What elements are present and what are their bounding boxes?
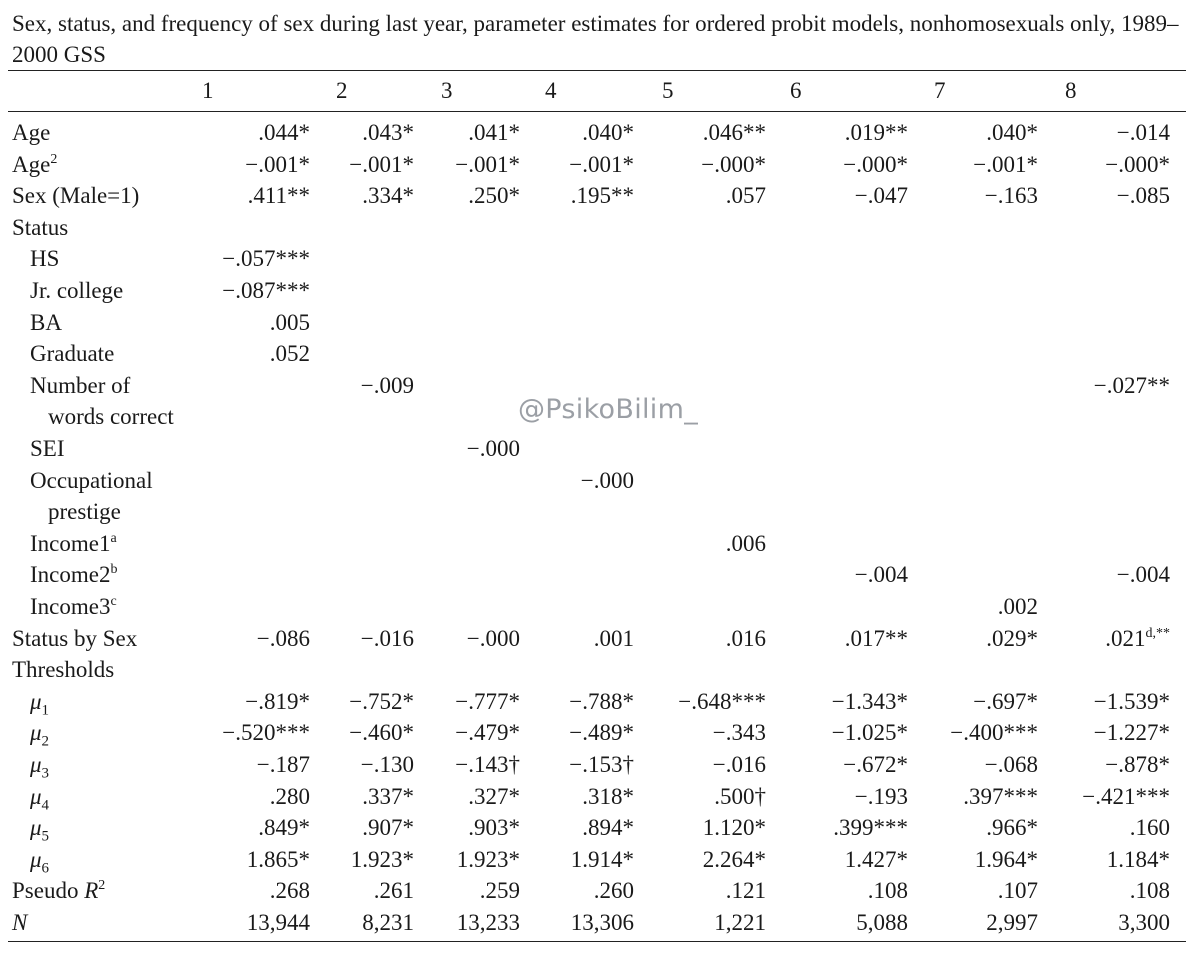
table-cell: .002: [997, 594, 1038, 619]
table-cell: 2,997: [986, 910, 1038, 935]
row-label: SEI: [30, 436, 65, 461]
table-cell: .121: [725, 878, 766, 904]
table-cell: −.648***: [678, 688, 766, 714]
table-cell: .907*: [362, 815, 414, 841]
table-cell: −.819*: [245, 688, 310, 714]
table-cell: .250*: [468, 183, 520, 209]
column-header-2: 2: [336, 78, 348, 103]
table-cell: .260: [593, 878, 634, 904]
table-cell: −1.025*: [831, 720, 908, 746]
table-cell: .041*: [468, 120, 520, 145]
table-cell: .259: [479, 878, 520, 904]
table-cell: .043*: [362, 120, 414, 145]
table-cell: .052: [269, 341, 310, 367]
table-cell: −.479*: [455, 720, 520, 746]
table-cell: −.004: [1116, 562, 1170, 588]
table-cell: .327*: [468, 783, 520, 809]
table-cell: −1.539*: [1093, 688, 1170, 714]
table-cell: −.672*: [843, 752, 908, 777]
table-cell: −.086: [256, 625, 310, 651]
table-cell: .280: [269, 783, 310, 809]
table-cell: 1.427*: [844, 846, 908, 872]
table-cell: .399***: [833, 815, 908, 841]
row-label: Income3$^c$: [30, 594, 117, 619]
table-cell: .397***: [963, 783, 1038, 809]
table-cell: −.343: [712, 720, 766, 746]
table-cell: .029*: [986, 625, 1038, 651]
table-cell: −.460*: [349, 720, 414, 746]
column-header-1: 1: [202, 78, 214, 103]
table-cell: .107: [997, 878, 1038, 904]
row-label: Jr. college: [30, 278, 124, 303]
table-cell: −.087***: [222, 278, 310, 303]
table-cell: −.130: [360, 752, 414, 777]
table-cell: −.001*: [455, 151, 520, 177]
table-cell: −.047: [854, 183, 908, 209]
table-cell: .849*: [258, 815, 310, 841]
table-cell: 1,221: [714, 910, 766, 935]
row-label: HS: [30, 246, 60, 272]
table-cell: .046**: [702, 120, 766, 145]
table-cell: −.697*: [973, 688, 1038, 714]
table-cell: .334*: [362, 183, 414, 209]
row-label: $\mu_3$: [30, 752, 50, 782]
table-cell: −.027**: [1093, 372, 1170, 398]
table-cell: −.000: [580, 467, 634, 493]
table-cell: .044*: [258, 120, 310, 145]
row-label: Sex (Male=1): [12, 183, 140, 209]
table-cell: 1.120*: [702, 815, 766, 841]
table-cell: −.001*: [569, 151, 634, 177]
table-cell: −.400***: [950, 720, 1038, 746]
column-header-5: 5: [662, 78, 674, 103]
table-cell: −.016: [360, 625, 414, 651]
table-cell: −.085: [1116, 183, 1170, 209]
table-cell: 1.923*: [456, 846, 520, 872]
table-cell: −.752*: [349, 688, 414, 714]
table-cell: 13,233: [456, 910, 520, 935]
top-rule: [8, 70, 1186, 71]
watermark-text: @PsikoBilim_: [518, 394, 698, 425]
table-caption: Sex, status, and frequency of sex during last year, parameter estimates for ordered probit models, nonhomosexuals only, 1989–2000 GSS: [12, 11, 1179, 67]
table-cell: .108: [1129, 878, 1170, 904]
table-cell: −.489*: [569, 720, 634, 746]
row-label: Age: [12, 120, 51, 145]
column-header-3: 3: [441, 78, 453, 103]
row-label: Age$^2$: [12, 151, 58, 177]
table-cell: −.001*: [245, 151, 310, 177]
table-cell: −.001*: [349, 151, 414, 177]
row-label: Occupational: [30, 467, 153, 493]
table-cell: −.000: [466, 436, 520, 461]
row-label: words correct: [48, 404, 174, 430]
table-cell: .017**: [844, 625, 908, 651]
column-header-8: 8: [1065, 78, 1077, 103]
row-label: Thresholds: [12, 657, 115, 683]
row-label: BA: [30, 309, 62, 335]
table-cell: −.009: [360, 372, 414, 398]
table-cell: .001: [593, 625, 634, 651]
column-header-7: 7: [934, 78, 946, 103]
table-cell: −.788*: [569, 688, 634, 714]
column-header-4: 4: [545, 78, 557, 103]
row-label: N: [12, 910, 28, 935]
row-label: $\mu_2$: [30, 720, 50, 750]
table-cell: −.000: [466, 625, 520, 651]
table-cell: .019**: [844, 120, 908, 145]
table-cell: −.000*: [1105, 151, 1170, 177]
table-cell: .500†: [714, 783, 766, 809]
row-label: $\mu_1$: [30, 688, 50, 719]
header-rule: [8, 111, 1186, 112]
table-cell: −.000*: [843, 151, 908, 177]
table-cell: −.057***: [222, 246, 310, 272]
row-label: $\mu_4$: [30, 783, 50, 814]
table-cell: 1.865*: [246, 846, 310, 872]
table-cell: .903*: [468, 815, 520, 841]
row-label: Income1$^a$: [30, 530, 117, 556]
table-cell: −.153†: [569, 752, 634, 777]
table-cell: 13,944: [246, 910, 310, 935]
table-cell: .006: [725, 530, 766, 556]
table-cell: .894*: [582, 815, 634, 841]
table-cell: 2.264*: [702, 846, 766, 872]
table-cell: −.163: [984, 183, 1038, 209]
table-cell: −.004: [854, 562, 908, 588]
table-cell: −.001*: [973, 151, 1038, 177]
row-label: Number of: [30, 372, 131, 398]
row-label: $\mu_6$: [30, 846, 50, 877]
bottom-rule: [8, 941, 1186, 942]
table-cell: −.068: [984, 752, 1038, 777]
row-label: Status by Sex: [12, 625, 138, 651]
table-cell: .195**: [570, 183, 634, 209]
table-cell: −.014: [1116, 120, 1170, 145]
table-cell: −.000*: [701, 151, 766, 177]
table-cell: .160: [1129, 815, 1170, 841]
table-cell: −.143†: [455, 752, 520, 777]
table-cell: .040*: [986, 120, 1038, 145]
row-label: prestige: [48, 499, 121, 525]
table-cell: .261: [373, 878, 414, 904]
table-cell: .966*: [986, 815, 1038, 841]
table-cell: 1.923*: [350, 846, 414, 872]
table-cell: −.016: [712, 752, 766, 777]
table-cell: 3,300: [1118, 910, 1170, 935]
table-cell: −.193: [854, 783, 908, 809]
table-cell: .268: [269, 878, 310, 904]
table-cell: −.421***: [1082, 783, 1170, 809]
table-cell: 1.184*: [1106, 846, 1170, 872]
table-cell: .016: [725, 625, 766, 651]
table-cell: 13,306: [570, 910, 634, 935]
table-cell: 1.914*: [570, 846, 634, 872]
table-cell: .337*: [362, 783, 414, 809]
table-cell: −.520***: [222, 720, 310, 746]
table-cell: .108: [867, 878, 908, 904]
row-label: Income2$^b$: [30, 562, 118, 588]
table-cell: −.777*: [455, 688, 520, 714]
table-cell: .005: [269, 309, 310, 335]
row-label: Pseudo $R^2$: [12, 878, 106, 904]
table-cell: −1.227*: [1093, 720, 1170, 746]
column-header-6: 6: [790, 78, 802, 103]
row-label: $\mu_5$: [30, 815, 50, 845]
table-cell: 8,231: [362, 910, 414, 935]
table-cell: 1.964*: [974, 846, 1038, 872]
row-label: Graduate: [30, 341, 115, 367]
table-cell: −.187: [256, 752, 310, 777]
row-label: Status: [12, 214, 69, 240]
table-cell: .040*: [582, 120, 634, 145]
table-cell: .057: [725, 183, 766, 209]
table-cell: $.021^{d,**}$: [1105, 625, 1170, 651]
table-cell: 5,088: [856, 910, 908, 935]
table-cell: .411**: [247, 183, 310, 209]
table-cell: −1.343*: [831, 688, 908, 714]
table-cell: −.878*: [1105, 752, 1170, 777]
table-cell: .318*: [582, 783, 634, 809]
